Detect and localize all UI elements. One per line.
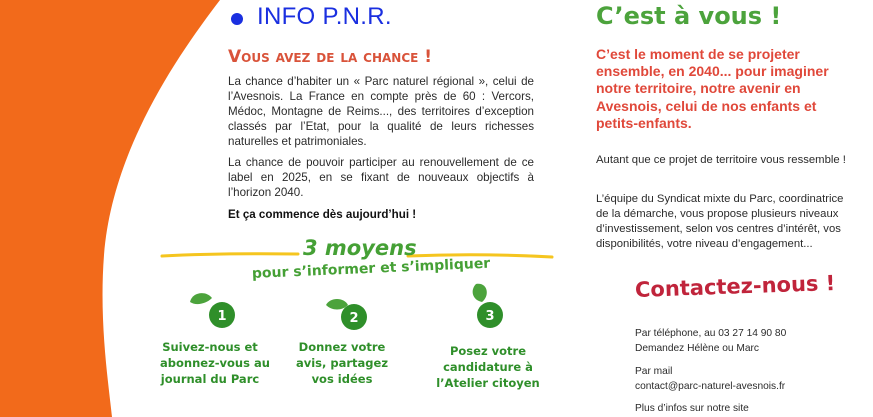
contact-mail-label: Par mail — [635, 366, 673, 377]
right-title: C’est à vous ! — [596, 2, 782, 30]
step-line: journal du Parc — [160, 372, 260, 386]
contact-site[interactable]: Plus d’infos sur notre site — [635, 403, 749, 414]
step-line: avis, partagez — [295, 356, 389, 370]
contact-title: Contactez-nous ! — [634, 271, 836, 302]
step-line: candidature à — [443, 360, 533, 374]
start-paragraph: Et ça commence dès aujourd’hui ! — [228, 208, 417, 221]
step-number: 3 — [485, 309, 495, 324]
moment-paragraph: C’est le moment de se projeter ensemble, en 2040... pour imaginer notre territoire, notre avenir en Avesnois, celui de nos enfants et petits-enfants. — [596, 46, 829, 131]
step-3-text — [428, 343, 548, 391]
equipe-paragraph: L’équipe du Syndicat mixte du Parc, coordinatrice de la démarche, vous propose plusieurs niveaux d’investissement, selon vos centres d’intérêt, vos disponibilités, votre niveau d’engagement... — [596, 193, 844, 250]
step-line: abonnez-vous au — [160, 356, 270, 370]
step-line: Posez votre — [449, 344, 527, 358]
step-number: 1 — [217, 309, 227, 324]
leaf-icon — [466, 280, 510, 332]
step-number: 2 — [349, 311, 359, 326]
bullet-dot — [231, 13, 243, 25]
chance-heading: Vous avez de la chance ! — [228, 47, 433, 67]
leaf-icon — [322, 295, 372, 335]
step-line: Donnez votre — [298, 340, 386, 354]
label-paragraph: La chance de pouvoir participer au renouvellement de ce label en 2025, en se fixant de nouveaux objectifs à l’horizon 2040. — [228, 156, 534, 199]
intro-paragraph: La chance d’habiter un « Parc naturel régional », celui de l’Avesnois. La France en compte près de 60 : Vercors, Médoc, Montagne de Reims..., des territoires d’exception classés par l’Etat, pour la qualité de leurs richesses naturelles et patrimoniales. — [228, 75, 534, 148]
contact-email[interactable]: contact@parc-naturel-avesnois.fr — [635, 381, 786, 392]
step-1-text — [160, 339, 270, 387]
contact-names: Demandez Hélène ou Marc — [635, 343, 760, 354]
leaf-icon — [186, 290, 238, 330]
step-line: l’Atelier citoyen — [436, 376, 540, 390]
moyens-title: 3 moyens — [303, 236, 417, 260]
step-2-text — [292, 339, 392, 387]
ressemble-paragraph: Autant que ce projet de territoire vous ressemble ! — [596, 154, 846, 166]
step-line: Suivez-nous et — [162, 340, 258, 354]
info-title: INFO P.N.R. — [257, 3, 392, 30]
contact-phone: Par téléphone, au 03 27 14 90 80 — [635, 328, 787, 339]
moyens-subtitle: pour s’informer et s’impliquer — [251, 255, 491, 282]
step-line: vos idées — [311, 372, 373, 386]
